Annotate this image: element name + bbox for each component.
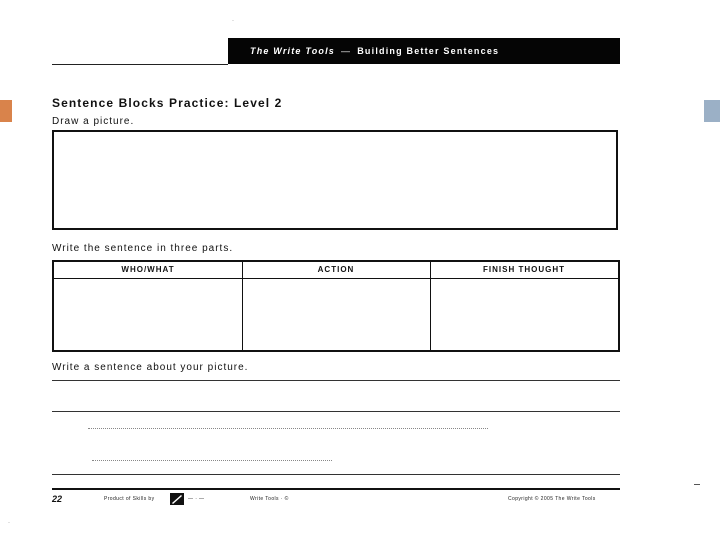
- publisher-name: — · —: [188, 496, 205, 502]
- dotted-guide-line: [88, 428, 488, 429]
- scan-mark: ·: [232, 18, 234, 24]
- parts-instruction: Write the sentence in three parts.: [52, 243, 234, 254]
- product-label: Product of Skills by: [104, 496, 155, 502]
- writing-line[interactable]: [52, 474, 620, 475]
- pen-logo-icon: [170, 492, 184, 504]
- header-bar: [228, 38, 620, 64]
- scan-mark: [694, 484, 700, 485]
- page-number: 22: [52, 494, 63, 504]
- book-title: The Write Tools: [250, 46, 336, 56]
- book-reference: Write Tools · ©: [250, 496, 289, 502]
- who-what-cell[interactable]: [54, 278, 242, 350]
- copyright-text: Copyright © 2005 The Write Tools: [508, 496, 596, 502]
- worksheet-title: Sentence Blocks Practice: Level 2: [52, 96, 283, 110]
- column-header-who-what: WHO/WHAT: [121, 265, 175, 274]
- dotted-guide-line: [92, 460, 332, 461]
- column-header-finish-thought: FINISH THOUGHT: [483, 265, 565, 274]
- header-rule: [52, 64, 228, 65]
- sentence-instruction: Write a sentence about your picture.: [52, 362, 249, 373]
- action-cell[interactable]: [243, 278, 430, 350]
- draw-instruction: Draw a picture.: [52, 116, 135, 127]
- finish-thought-cell[interactable]: [431, 278, 618, 350]
- footer-rule: [52, 488, 620, 490]
- table-header: [54, 262, 618, 279]
- left-color-tab: [0, 100, 12, 122]
- writing-line[interactable]: [52, 411, 620, 412]
- drawing-area[interactable]: [52, 130, 618, 230]
- column-header-action: ACTION: [317, 265, 355, 274]
- scan-mark: ·: [8, 520, 10, 526]
- writing-line[interactable]: [52, 380, 620, 381]
- header-separator: —: [341, 46, 352, 56]
- section-title: Building Better Sentences: [357, 46, 500, 56]
- right-color-tab: [704, 100, 720, 122]
- sentence-parts-table: [52, 260, 620, 352]
